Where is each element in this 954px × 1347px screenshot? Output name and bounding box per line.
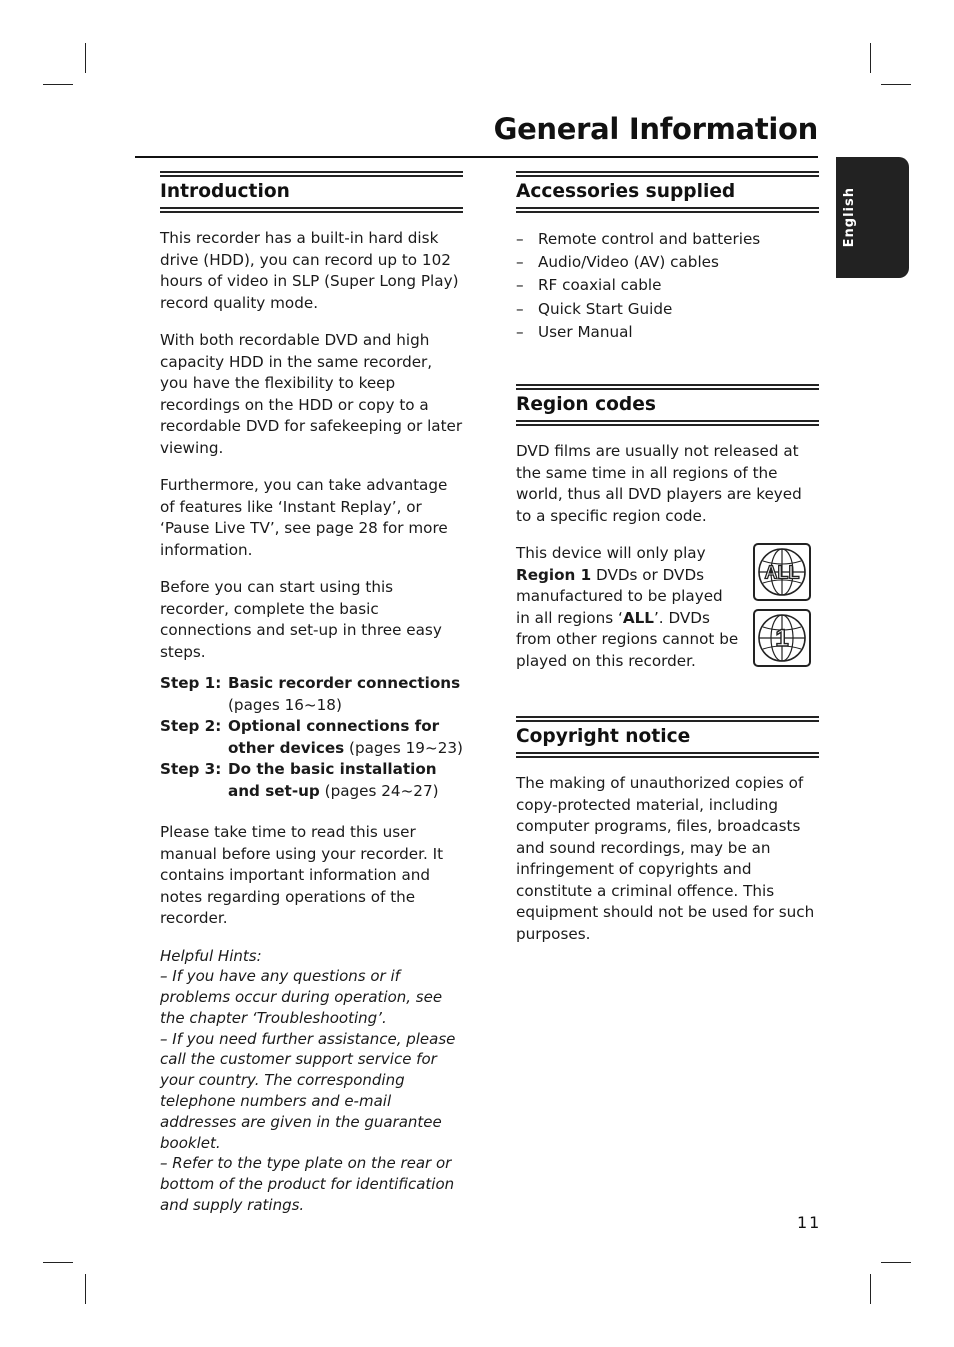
intro-paragraph: With both recordable DVD and high capacity HDD in the same recorder, you have the flexibility to keep recordings on the HDD or copy to a recordable DVD for safekeeping or later viewing. [160,331,463,457]
step-text [228,673,463,716]
list-item-text: RF coaxial cable [538,276,662,295]
region-codes-heading: Region codes [516,384,819,426]
crop-mark [43,84,73,85]
steps-list [160,673,463,802]
crop-mark [43,1262,73,1263]
list-dash: – [516,230,524,248]
crop-mark [85,43,86,73]
step-label: Step 2: [160,717,222,735]
title-rule [135,156,818,158]
logo-1-text: 1 [775,625,789,653]
introduction-heading: Introduction [160,171,463,213]
language-tab-label: English [842,187,857,248]
step-item [160,759,463,802]
language-tab [836,157,909,278]
logo-all-text: ALL [764,562,800,583]
hint-item: – If you need further assistance, please call the customer support service for your country. The corresponding telephone numbers and e-mail addresses are given in the guarantee booklet. [160,1029,456,1152]
copyright-paragraph: The making of unauthorized copies of copy-protected material, including computer programs, files, broadcasts and sound recordings, may be an infringement of copyrights and constitute a criminal offence. This equipment should not be used for such purposes. [516,774,815,943]
text-run-bold: ALL [622,608,654,627]
list-dash: – [516,276,524,295]
step-text [228,759,463,802]
list-dash: – [516,299,524,318]
step-label: Step 3: [160,760,222,778]
list-item [516,298,819,321]
copyright-heading: Copyright notice [516,716,819,758]
list-item [516,228,819,251]
crop-mark [881,1262,911,1263]
list-item-text: Remote control and batteries [538,230,761,248]
step-title: Optional connections for other devices [228,717,440,757]
globe-icon [755,611,809,665]
list-item-text: User Manual [538,322,633,341]
right-column [516,171,819,961]
page-number: 11 [797,1213,822,1232]
region-device-block [516,543,819,672]
list-item-text: Audio/Video (AV) cables [538,253,719,272]
list-dash: – [516,322,524,341]
step-title: Do the basic installation and set-up [228,760,437,800]
list-item [516,274,819,297]
step-pages: (pages 19~23) [349,738,463,757]
helpful-hints [160,946,463,1216]
text-run: ’. DVDs from other regions cannot be played on this recorder. [516,608,739,670]
text-run-bold: Region 1 [516,565,592,584]
accessories-list [516,228,819,344]
step-pages: (pages 24~27) [324,781,439,800]
page-title: General Information [493,112,818,146]
region-paragraph: DVD films are usually not released at the same time in all regions of the world, thus all DVD players are keyed to a specific region code. [516,442,802,525]
text-run: DVDs or DVDs manufactured to be played in all regions ‘ [516,565,723,627]
region-all-logo [753,543,811,601]
closing-paragraph: Please take time to read this user manual before using your recorder. It contains important information and notes regarding operations of the recorder. [160,823,444,927]
step-label: Step 1: [160,674,222,692]
list-item [516,321,819,344]
crop-mark [881,84,911,85]
step-item [160,716,463,759]
list-item [516,251,819,274]
globe-icon [755,545,809,599]
accessories-heading: Accessories supplied [516,171,819,213]
intro-paragraph: Furthermore, you can take advantage of features like ‘Instant Replay’, or ‘Pause Live TV’, see page 28 for more information. [160,476,448,559]
intro-paragraph: This recorder has a built-in hard disk drive (HDD), you can record up to 102 hours of video in SLP (Super Long Play) record quality mode. [160,229,459,312]
step-item [160,673,463,716]
crop-mark [870,43,871,73]
spacer [516,688,819,716]
crop-mark [870,1274,871,1304]
region-1-logo [753,609,811,667]
intro-paragraph: Before you can start using this recorder, complete the basic connections and set-up in three easy steps. [160,578,442,661]
hint-item: – Refer to the type plate on the rear or bottom of the product for identification and supply ratings. [160,1154,455,1215]
list-dash: – [516,253,524,272]
hints-title: Helpful Hints: [160,946,262,965]
crop-mark [85,1274,86,1304]
left-column [160,171,463,1216]
step-title: Basic recorder connections [228,674,461,692]
hint-item: – If you have any questions or if problems occur during operation, see the chapter ‘Troubleshooting’. [160,967,443,1027]
step-text [228,716,463,759]
text-run: This device will only play [516,544,706,563]
step-pages: (pages 16~18) [228,695,342,714]
list-item-text: Quick Start Guide [538,299,673,318]
region-device-text [516,543,741,672]
